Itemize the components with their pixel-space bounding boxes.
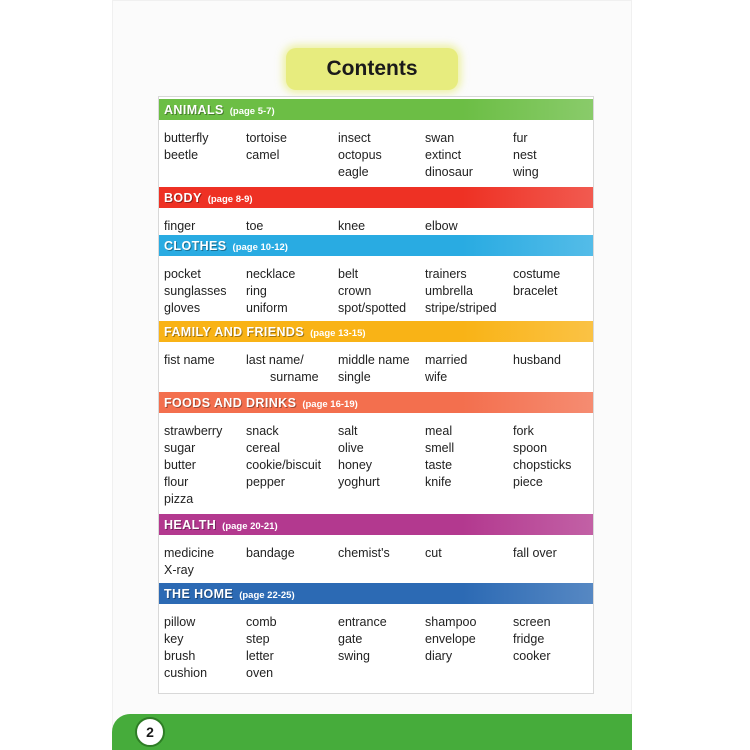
vocab-word: extinct — [425, 148, 462, 162]
section-name: THE HOME — [164, 587, 234, 601]
vocab-word: cushion — [164, 666, 208, 680]
vocab-word: spoon — [513, 441, 548, 455]
section-header — [159, 392, 593, 413]
vocab-word: flour — [164, 475, 189, 489]
word-column — [338, 218, 365, 235]
word-list — [159, 604, 593, 700]
vocab-word: taste — [425, 458, 453, 472]
vocab-word: strawberry — [164, 424, 223, 438]
page-number: 2 — [135, 717, 165, 747]
vocab-word: single — [338, 370, 371, 384]
word-column — [246, 545, 295, 562]
word-column — [513, 614, 551, 665]
vocab-word: last name/ — [246, 353, 304, 367]
vocab-word: finger — [164, 219, 196, 233]
word-column — [246, 266, 295, 317]
vocab-word: X-ray — [164, 563, 194, 577]
word-column — [425, 614, 476, 665]
word-column — [513, 266, 560, 300]
vocab-word: olive — [338, 441, 364, 455]
vocab-word: fall over — [513, 546, 557, 560]
vocab-word: middle name — [338, 353, 410, 367]
vocab-word: oven — [246, 666, 274, 680]
vocab-word: elbow — [425, 219, 458, 233]
vocab-word: cereal — [246, 441, 281, 455]
vocab-word: key — [164, 632, 184, 646]
vocab-word: butterfly — [164, 131, 209, 145]
vocab-word: gloves — [164, 301, 201, 315]
section-body — [159, 187, 593, 235]
vocab-word: nest — [513, 148, 537, 162]
vocab-word: cookie/biscuit — [246, 458, 322, 472]
vocab-word: sunglasses — [164, 284, 227, 298]
contents-table — [158, 96, 594, 694]
word-column — [338, 352, 410, 386]
vocab-word: uniform — [246, 301, 288, 315]
section-pages: (page 5-7) — [229, 106, 275, 117]
vocab-word: letter — [246, 649, 274, 663]
vocab-word: costume — [513, 267, 561, 281]
vocab-word: cut — [425, 546, 442, 560]
vocab-word: married — [425, 353, 468, 367]
section-name: ANIMALS — [164, 103, 224, 117]
vocab-word: crown — [338, 284, 372, 298]
vocab-word: medicine — [164, 546, 215, 560]
word-column — [164, 352, 215, 369]
word-column — [338, 423, 380, 491]
vocab-word: fridge — [513, 632, 545, 646]
section-family-and-friends — [159, 321, 593, 392]
vocab-word: pocket — [164, 267, 201, 281]
section-name: FOODS AND DRINKS — [164, 396, 297, 410]
section-the-home — [159, 583, 593, 693]
word-column — [164, 614, 207, 682]
vocab-word: husband — [513, 353, 561, 367]
word-column — [513, 130, 539, 181]
section-header — [159, 235, 593, 256]
word-column — [425, 218, 458, 235]
vocab-word: pillow — [164, 615, 196, 629]
section-pages: (page 22-25) — [239, 590, 295, 601]
word-list — [159, 413, 593, 521]
vocab-word: screen — [513, 615, 551, 629]
word-column — [164, 423, 222, 508]
vocab-word: necklace — [246, 267, 296, 281]
page-title: Contents — [286, 48, 458, 90]
vocab-word: shampoo — [425, 615, 477, 629]
vocab-word: chopsticks — [513, 458, 572, 472]
vocab-word: spot/spotted — [338, 301, 407, 315]
vocab-word: swing — [338, 649, 370, 663]
vocab-word: sugar — [164, 441, 196, 455]
section-pages: (page 13-15) — [310, 328, 366, 339]
word-column — [425, 130, 473, 181]
word-column — [425, 545, 442, 562]
word-column — [164, 266, 227, 317]
vocab-word: envelope — [425, 632, 476, 646]
word-column — [338, 545, 390, 562]
vocab-word: trainers — [425, 267, 467, 281]
vocab-word: honey — [338, 458, 373, 472]
section-pages: (page 8-9) — [207, 194, 253, 205]
vocab-word: surname — [270, 370, 319, 384]
word-column — [164, 218, 195, 235]
word-column — [338, 266, 406, 317]
vocab-word: tortoise — [246, 131, 287, 145]
vocab-word: comb — [246, 615, 277, 629]
vocab-word: knee — [338, 219, 366, 233]
section-name: BODY — [164, 191, 202, 205]
word-column — [425, 423, 454, 491]
vocab-word: meal — [425, 424, 453, 438]
vocab-word: chemist's — [338, 546, 390, 560]
footer-band — [112, 714, 632, 750]
vocab-word: snack — [246, 424, 279, 438]
vocab-word: belt — [338, 267, 359, 281]
vocab-word: eagle — [338, 165, 369, 179]
section-pages: (page 20-21) — [222, 521, 278, 532]
word-list — [159, 535, 593, 590]
vocab-word: pepper — [246, 475, 285, 489]
section-pages: (page 10-12) — [232, 242, 288, 253]
section-pages: (page 16-19) — [302, 399, 358, 410]
word-column — [246, 218, 263, 235]
vocab-word: brush — [164, 649, 196, 663]
word-list — [159, 342, 593, 399]
word-column — [513, 352, 561, 369]
vocab-word: butter — [164, 458, 196, 472]
vocab-word: camel — [246, 148, 280, 162]
vocab-word: toe — [246, 219, 264, 233]
vocab-word: dinosaur — [425, 165, 473, 179]
section-clothes — [159, 235, 593, 321]
vocab-word: octopus — [338, 148, 382, 162]
vocab-word: fur — [513, 131, 528, 145]
vocab-word: salt — [338, 424, 358, 438]
word-column — [338, 130, 382, 181]
section-header — [159, 187, 593, 208]
word-column — [246, 130, 287, 164]
vocab-word: beetle — [164, 148, 199, 162]
section-health — [159, 514, 593, 583]
section-header — [159, 514, 593, 535]
section-name: CLOTHES — [164, 239, 227, 253]
section-animals — [159, 99, 593, 187]
word-column — [164, 130, 208, 164]
word-list — [159, 256, 593, 328]
section-header — [159, 583, 593, 604]
vocab-word: smell — [425, 441, 455, 455]
section-name: HEALTH — [164, 518, 217, 532]
word-list — [159, 120, 593, 194]
vocab-word: wife — [425, 370, 448, 384]
word-column — [164, 545, 214, 579]
word-column — [246, 614, 277, 682]
section-header — [159, 99, 593, 120]
vocab-word: entrance — [338, 615, 387, 629]
word-column — [246, 352, 319, 386]
word-column — [425, 352, 467, 386]
vocab-word: insect — [338, 131, 371, 145]
vocab-word: umbrella — [425, 284, 473, 298]
vocab-word: pizza — [164, 492, 194, 506]
vocab-word: fist name — [164, 353, 215, 367]
section-header — [159, 321, 593, 342]
vocab-word: yoghurt — [338, 475, 380, 489]
vocab-word: stripe/striped — [425, 301, 497, 315]
vocab-word: bandage — [246, 546, 295, 560]
section-foods-and-drinks — [159, 392, 593, 514]
vocab-word: cooker — [513, 649, 551, 663]
word-column — [338, 614, 387, 665]
vocab-word: bracelet — [513, 284, 558, 298]
section-name: FAMILY AND FRIENDS — [164, 325, 305, 339]
vocab-word: diary — [425, 649, 453, 663]
vocab-word: swan — [425, 131, 455, 145]
word-column — [513, 423, 571, 491]
word-column — [425, 266, 497, 317]
word-column — [513, 545, 557, 562]
vocab-word: wing — [513, 165, 539, 179]
vocab-word: piece — [513, 475, 543, 489]
vocab-word: ring — [246, 284, 267, 298]
word-column — [246, 423, 321, 491]
vocab-word: knife — [425, 475, 452, 489]
vocab-word: fork — [513, 424, 534, 438]
vocab-word: step — [246, 632, 270, 646]
vocab-word: gate — [338, 632, 363, 646]
